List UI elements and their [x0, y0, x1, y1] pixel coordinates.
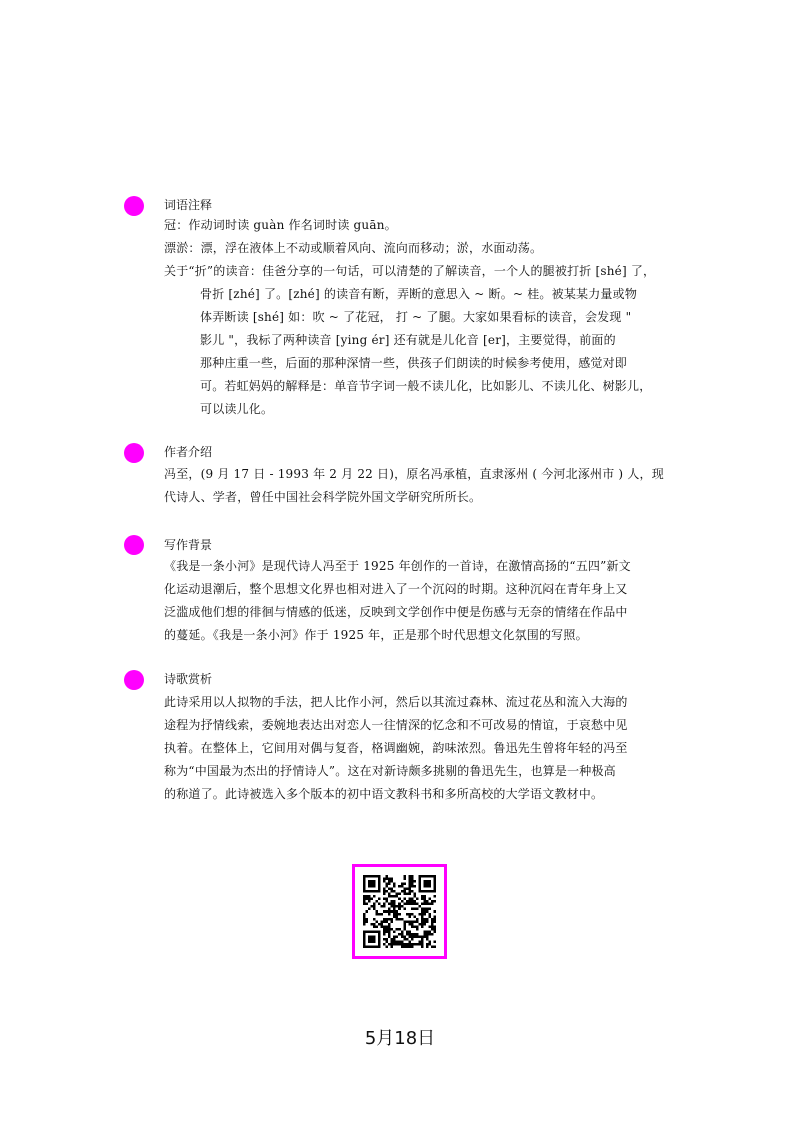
appreciation-line: 途程为抒情线索，委婉地表达出对恋人一往情深的忆念和不可改易的情谊，于哀愁中见 [164, 718, 628, 732]
appreciation-line: 此诗采用以人拟物的手法，把人比作小河，然后以其流过森林、流过花丛和流入大海的 [164, 695, 628, 709]
section-body-vocab [164, 214, 684, 421]
footer-date: 5月18日 [364, 1028, 436, 1049]
section-bullet-vocab [124, 196, 144, 216]
vocab-line: 可。若虹妈妈的解释是：单音节字词一般不读儿化，比如影儿、不读儿化、树影儿， [200, 379, 652, 393]
section-body-appreciation [164, 691, 684, 806]
background-line: 《我是一条小河》是现代诗人冯至于 1925 年创作的一首诗，在激情高扬的“五四”新文 [164, 559, 631, 573]
vocab-line: 骨折 [zhé] 了。[zhé] 的读音有断，弄断的意思入 ~ 断。~ 桂。被某某力量或物 [200, 287, 638, 301]
section-heading-background: 写作背景 [164, 538, 213, 552]
vocab-line: 漂淤：漂，浮在液体上不动或顺着风向、流向而移动；淤，水面动荡。 [164, 241, 543, 255]
vocab-line: 体弄断读 [shé] 如：吹 ~ 了花冠， 打 ~ 了腿。大家如果看标的读音，会发现 " [200, 310, 632, 324]
qr-code-icon [363, 875, 436, 948]
appreciation-line: 的称道了。此诗被选入多个版本的初中语文教科书和多所高校的大学语文教材中。 [164, 787, 604, 801]
section-heading-author: 作者介绍 [164, 445, 213, 459]
appreciation-line: 执着。在整体上，它间用对偶与复沓，格调幽婉，韵味浓烈。鲁迅先生曾将年轻的冯至 [164, 741, 628, 755]
section-body-background [164, 555, 684, 647]
section-bullet-background [124, 535, 144, 555]
section-body-author [164, 463, 684, 509]
background-line: 泛滥成他们想的徘徊与情感的低迷，反映到文学创作中便是伤感与无奈的情绪在作品中 [164, 605, 628, 619]
section-bullet-author [124, 443, 144, 463]
author-line: 冯至，(9 月 17 日 - 1993 年 2 月 22 日)，原名冯承植，直隶涿州 ( 今河北涿州市 ) 人，现 [164, 467, 664, 481]
qr-code [352, 864, 447, 959]
vocab-line: 冠：作动词时读 guàn 作名词时读 guān。 [164, 218, 397, 232]
author-line: 代诗人、学者，曾任中国社会科学院外国文学研究所所长。 [164, 490, 482, 504]
vocab-line: 可以读儿化。 [200, 402, 274, 416]
background-line: 化运动退潮后，整个思想文化界也相对进入了一个沉闷的时期。这种沉闷在青年身上又 [164, 582, 628, 596]
appreciation-line: 称为“中国最为杰出的抒情诗人”。这在对新诗颇多挑剔的鲁迅先生，也算是一种极高 [164, 764, 616, 778]
section-heading-vocab: 词语注释 [164, 198, 213, 212]
vocab-line: 关于“折”的读音：佳爸分享的一句话，可以清楚的了解读音，一个人的腿被打折 [shé] 了， [164, 264, 656, 278]
vocab-line: 影儿 "，我标了两种读音 [ying ér] 还有就是儿化音 [er]，主要觉得，前面的 [200, 333, 616, 347]
section-bullet-appreciation [124, 670, 144, 690]
vocab-line: 那种庄重一些，后面的那种深情一些，供孩子们朗读的时候参考使用，感觉对即 [200, 356, 628, 370]
section-heading-appreciation: 诗歌赏析 [164, 672, 213, 686]
background-line: 的蔓延。《我是一条小河》作于 1925 年，正是那个时代思想文化氛围的写照。 [164, 628, 588, 642]
